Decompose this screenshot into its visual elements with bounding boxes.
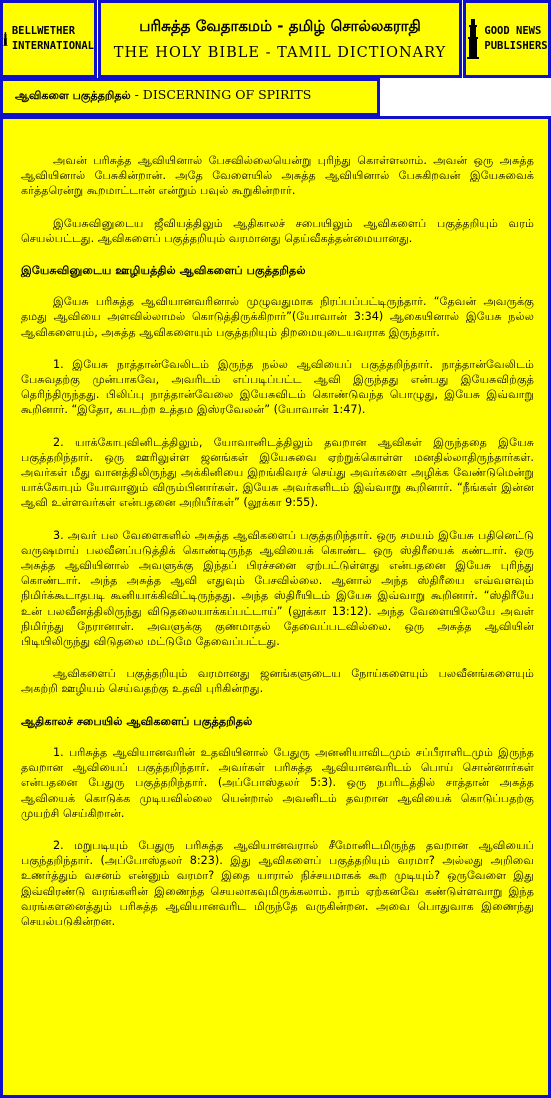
paragraph: 1. இயேசு நாத்தான்வேலிடம் இருந்த நல்ல ஆவியைப் பகுத்தறிந்தார். நாத்தான்வேலிடம் பேசுவதற்கு முன்பாகவே, அவரிடம் எப்படிப்பட்ட ஆவி இருந்தது என்பது இயேசுவிற்குத் தெரிந்திருந்தது. பிலிப்பு நாத்தான்வேலை இயேசுவிடம் கொண்டுவந்த பொழுது, இயேசு இவ்வாறு கூறினார். “இதோ, கபடற்ற உத்தம இஸ்ரவேலன்” (யோவான் 1:47). [21, 357, 534, 417]
section-title-box [0, 78, 380, 116]
section-heading: இயேசுவினுடைய ஊழியத்தில் ஆவிகளைப் பகுத்தறிதல் [21, 264, 306, 278]
tower-icon [3, 19, 8, 59]
logo-left-line1: BELLWETHER [11, 25, 76, 37]
section-heading: ஆதிகாலச் சபையில் ஆவிகளைப் பகுத்தறிதல் [21, 714, 253, 728]
paragraph: இயேசு பரிசுத்த ஆவியானவரினால் முழுவதுமாக நிரப்பப்பட்டிருந்தார். “தேவன் அவருக்கு தமது ஆவியை அளவில்லாமல் கொடுத்திருக்கிறார்”(யோவான் 3:34) ஆகையினால் இயேசு நல்ல ஆவிகளையும், அசுத்த ஆவிகளையும் பகுத்தறியும் திறமையுடையவராக இருந்தார். [21, 295, 534, 339]
paragraph: 1. பரிசுத்த ஆவியானவரின் உதவியினால் பேதுரு அனனியாவிடமும் சப்பீராளிடமும் இருந்த தவறான ஆவியைப் பகுத்தறிந்தார். அவர்கள் பரிசுத்த ஆவியானவரிடம் பொய் சொன்னார்கள் என்பதனை பேதுரு பகுத்தறிந்தார். (அப்போஸ்தலர் 5:3). ஒரு நபரிடத்தில் சாத்தான் அசுத்த ஆவியைக் கொடுக்க முடியவில்லை யென்றால் அவனிடம் தவறான ஆவியைக் கொடுப்பதற்கு முயற்சி செய்கிறான். [21, 745, 534, 820]
paragraph: அவன் பரிசுத்த ஆவியினால் பேசவில்லையென்று புரிந்து கொள்ளலாம். அவன் ஒரு அசுத்த ஆவியினால் பேசுகின்றான். அதே வேளையில் அசுத்த ஆவியினால் பேசுகிறவன் இயேசுவைக் கர்த்தரென்று கூறமாட்டான் என்றும் பவுல் கூறுகின்றார். [21, 154, 534, 198]
section-title-tamil: ஆவிகளை பகுத்தறிதல் [15, 89, 131, 102]
paragraph: ஆவிகளைப் பகுத்தறியும் வரமானது ஜனங்களுடைய நோய்களையும் பலவீனங்களையும் அகற்றி ஊழியம் செய்வதற்கு உதவி புரிகின்றது. [21, 667, 534, 696]
logo-good-news [463, 0, 551, 78]
paragraph: 2. யாக்கோபுவினிடத்திலும், யோவானிடத்திலும் தவறான ஆவிகள் இருந்ததை இயேசு பகுத்தறிந்தார். ஒரு ஊரிலுள்ள ஜனங்கள் இயேசுவை ஏற்றுக்கொள்ள மனதில்லாதிருந்தார்கள். அவர்கள் மீது வானத்திலிருந்து அக்கினியை இறங்கிவரச் செய்து அவர்களை அழிக்க வேண்டுமென்று யாக்கோபும் யோவானும் விரும்பினார்கள். இயேசு அவர்களிடம் இவ்வாறு கூறினார். “நீங்கள் இன்ன ஆவி உள்ளவர்கள் என்பதனை அறியீர்கள்” (லூக்கா 9:55). [21, 435, 534, 510]
logo-right-line1: GOOD NEWS [484, 25, 542, 37]
paragraph: 2. மறுபடியும் பேதுரு பரிசுத்த ஆவியானவரால் சீமோனிடமிருந்த தவறான ஆவியைப் பகுந்தறிந்தார். (அப்போஸ்தலர் 8:23). இது ஆவிகளைப் பகுத்தறியும் வரமா? அல்லது அறிவை உணர்த்தும் வசனம் என்னும் வரமா? இதை யாரால் நிச்சயமாகக் கூற முடியும்? ஒருவேளை இது இவ்விரண்டு வரங்களின் இணைந்த செயலாகவுமிருக்கலாம். நாம் ஏற்கனவே கண்டுள்ளவாறு இந்த வரங்களனைத்தும் பரிசுத்த ஆவியானவரிட மிருந்தே வருகின்றன. அவை பொதுவாக இணைந்து செயல்படுகின்றன. [21, 838, 534, 928]
header-title-box [98, 0, 462, 78]
tower-icon [466, 19, 480, 59]
main-content-box [0, 116, 551, 1098]
logo-bellwether [0, 0, 97, 78]
section-title-english: - DISCERNING OF SPIRITS [134, 87, 312, 102]
paragraph: இயேசுவினுடைய ஜீவியத்திலும் ஆதிகாலச் சபையிலும் ஆவிகளைப் பகுத்தறியும் வரம் செயல்பட்டது. ஆவிகளைப் பகுத்தறியும் வரமானது தெய்வீகத்தன்மையானது. [21, 216, 534, 245]
article-body [3, 119, 548, 929]
logo-left-line2: INTERNATIONAL [11, 40, 94, 52]
title-english: THE HOLY BIBLE - TAMIL DICTIONARY [113, 45, 447, 61]
paragraph: 3. அவர் பல வேளைகளில் அசுத்த ஆவிகளைப் பகுத்தறிந்தார். ஒரு சமயம் இயேசு பதினெட்டு வருஷமாய் பலவீனப்படுத்திக் கொண்டிருந்த ஆவியைக் கொண்ட ஒரு ஸ்திரீயைக் கண்டார். ஒரு அசுத்த ஆவியினால் அவளுக்கு இந்தப் பிரச்சனை ஏற்பட்டுள்ளது என்பதனை இயேசு புரிந்து கொண்டார். அந்த அசுத்த ஆவி எதுவும் பேசவில்லை. ஆனால் அந்த ஸ்திரீயை எவ்வளவும் நிமிர்க்கூடாதபடி கூனியாக்கிவிட்டிருந்தது. அந்த ஸ்திரீயிடம் இயேசு இவ்வாறு கூறினார். “ஸ்திரீயே உன் பலவீனத்திலிருந்து விடுதலையாக்கப்பட்டாய்” (லூக்கா 13:12). அந்த வேளையிலேயே அவள் நிமிர்ந்து நேரானாள். அவளுக்கு குணமாதல் தேவைப்படவில்லை. ஒரு அசுத்த ஆவியின் பிடியிலிருந்து விடுதலை மட்டுமே தேவைப்பட்டது. [21, 528, 534, 649]
title-tamil: பரிசுத்த வேதாகமம் - தமிழ் சொல்லகராதி [139, 17, 421, 35]
logo-right-line2: PUBLISHERS [484, 40, 548, 52]
